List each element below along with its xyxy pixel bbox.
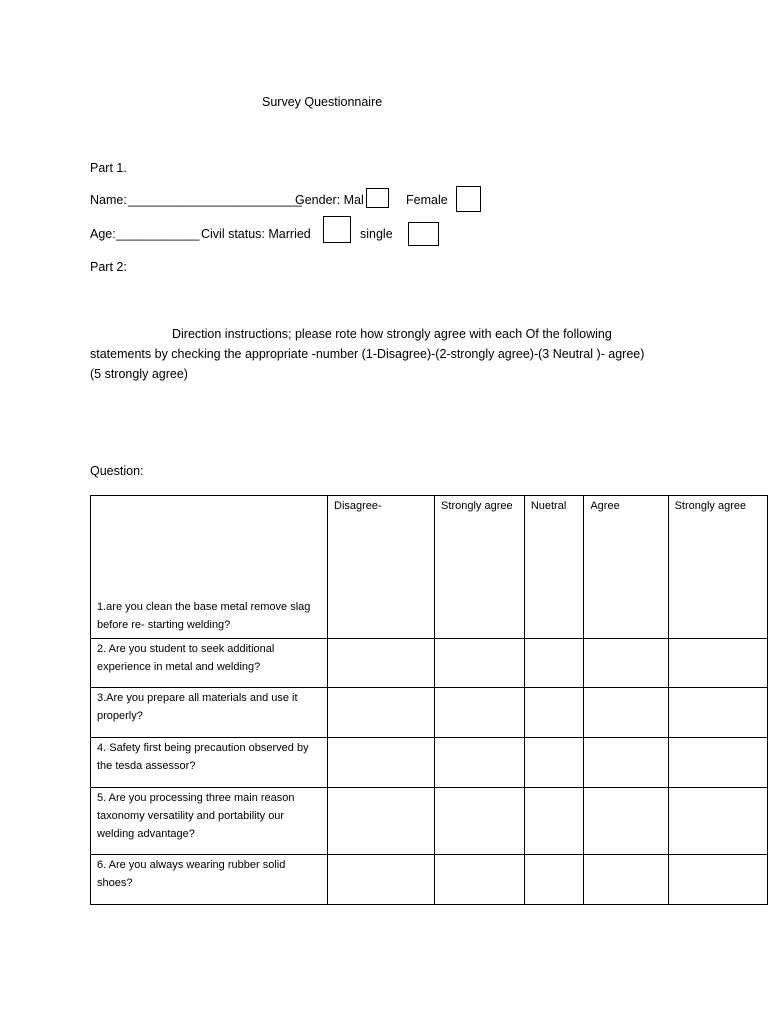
rating-cell[interactable] xyxy=(435,855,525,905)
rating-cell[interactable] xyxy=(435,688,525,738)
rating-cell[interactable] xyxy=(584,738,668,788)
table-row xyxy=(91,855,768,905)
rating-cell[interactable] xyxy=(584,688,668,738)
table-row xyxy=(91,496,768,639)
part2-label: Part 2: xyxy=(90,260,127,274)
rating-cell[interactable] xyxy=(524,788,584,855)
header-neutral: Nuetral xyxy=(524,496,584,639)
female-checkbox[interactable] xyxy=(456,186,481,212)
rating-cell[interactable] xyxy=(328,855,435,905)
document-title: Survey Questionnaire xyxy=(262,95,383,109)
single-label: single xyxy=(360,227,393,241)
name-label: Name: xyxy=(90,193,127,207)
table-row xyxy=(91,639,768,688)
header-disagree: Disagree- xyxy=(328,496,435,639)
rating-cell[interactable] xyxy=(584,855,668,905)
header-strongly-agree-5: Strongly agree xyxy=(668,496,767,639)
rating-cell[interactable] xyxy=(524,738,584,788)
question-cell: 6. Are you always wearing rubber solid shoes? xyxy=(91,855,328,905)
age-label: Age: xyxy=(90,227,116,241)
rating-cell[interactable] xyxy=(524,639,584,688)
age-blank[interactable]: ____________ xyxy=(116,227,200,241)
direction-line-2: statements by checking the appropriate -number (1-Disagree)-(2-strongly agree)-(3 Neutral )- agree) xyxy=(90,347,645,361)
rating-cell[interactable] xyxy=(668,639,767,688)
married-checkbox[interactable] xyxy=(323,216,351,243)
rating-cell[interactable] xyxy=(668,688,767,738)
rating-cell[interactable] xyxy=(668,855,767,905)
gender-label: Gender: Mal xyxy=(295,193,364,207)
question-cell: 1.are you clean the base metal remove slag before re- starting welding? xyxy=(91,496,328,639)
rating-cell[interactable] xyxy=(524,688,584,738)
direction-line-3: (5 strongly agree) xyxy=(90,367,188,381)
direction-instructions xyxy=(90,324,690,384)
male-checkbox[interactable] xyxy=(366,188,389,208)
rating-cell[interactable] xyxy=(328,688,435,738)
rating-cell[interactable] xyxy=(328,639,435,688)
rating-cell[interactable] xyxy=(584,639,668,688)
table-row xyxy=(91,738,768,788)
rating-cell[interactable] xyxy=(328,738,435,788)
part1-label: Part 1. xyxy=(90,161,127,175)
rating-cell[interactable] xyxy=(668,788,767,855)
survey-table xyxy=(90,495,768,905)
rating-cell[interactable] xyxy=(435,639,525,688)
question-cell: 2. Are you student to seek additional experience in metal and welding? xyxy=(91,639,328,688)
question-cell: 3.Are you prepare all materials and use it properly? xyxy=(91,688,328,738)
rating-cell[interactable] xyxy=(524,855,584,905)
single-checkbox[interactable] xyxy=(408,222,439,246)
name-blank[interactable]: _________________________ xyxy=(128,193,302,207)
female-label: Female xyxy=(406,193,448,207)
header-strongly-agree: Strongly agree xyxy=(435,496,525,639)
direction-line-1: Direction instructions; please rote how strongly agree with each Of the following xyxy=(172,327,612,341)
table-row xyxy=(91,788,768,855)
table-row xyxy=(91,688,768,738)
question-label: Question: xyxy=(90,464,144,478)
header-agree: Agree xyxy=(584,496,668,639)
rating-cell[interactable] xyxy=(668,738,767,788)
civil-status-label: Civil status: Married xyxy=(201,227,311,241)
question-cell: 4. Safety first being precaution observed by the tesda assessor? xyxy=(91,738,328,788)
rating-cell[interactable] xyxy=(435,788,525,855)
question-cell: 5. Are you processing three main reason taxonomy versatility and portability our welding advantage? xyxy=(91,788,328,855)
rating-cell[interactable] xyxy=(328,788,435,855)
rating-cell[interactable] xyxy=(435,738,525,788)
rating-cell[interactable] xyxy=(584,788,668,855)
